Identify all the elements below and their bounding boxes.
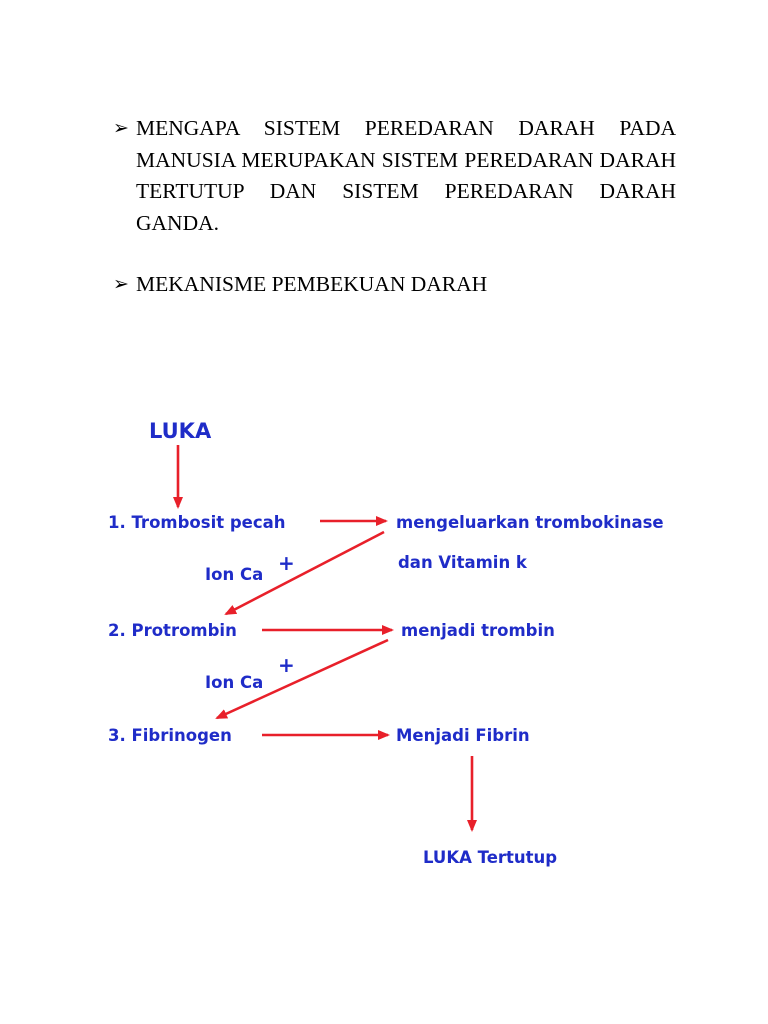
ion-ca-charge-1: + (278, 551, 295, 575)
topic-text: MEKANISME PEMBEKUAN DARAH (136, 272, 488, 296)
ion-ca-label-2: Ion Ca (205, 673, 264, 692)
end-label: LUKA Tertutup (423, 848, 558, 867)
step1-label: 1. Trombosit pecah (108, 513, 286, 532)
step1-result-label: mengeluarkan trombokinase (396, 513, 664, 532)
step1-result-label-line2: dan Vitamin k (398, 553, 527, 572)
step2-label: 2. Protrombin (108, 621, 237, 640)
step3-label: 3. Fibrinogen (108, 726, 232, 745)
question-text: MENGAPA SISTEM PEREDARAN DARAH PADA MANUSIA MERUPAKAN SISTEM PEREDARAN DARAH TERTUTUP DAN SISTEM PEREDARAN DARAH GANDA. (136, 116, 676, 235)
ion-ca-label-1: Ion Ca (205, 565, 264, 584)
step3-result-label: Menjadi Fibrin (396, 726, 530, 745)
step2-result-label: menjadi trombin (401, 621, 555, 640)
start-label: LUKA (149, 419, 212, 443)
ion-ca-charge-2: + (278, 653, 295, 677)
arrowhead-bullet-icon: ➢ (113, 117, 129, 139)
arrowhead-bullet-icon: ➢ (113, 273, 129, 295)
